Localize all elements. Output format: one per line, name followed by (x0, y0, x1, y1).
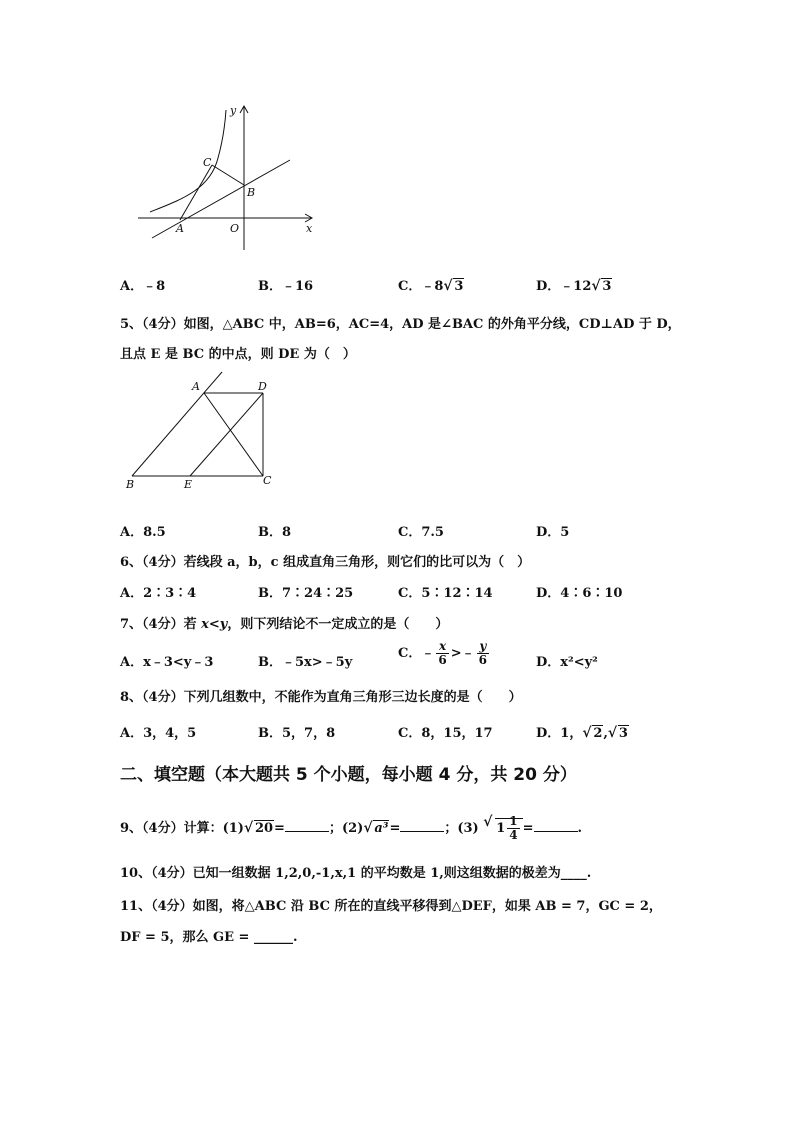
q6-option-a[interactable]: A．2∶3∶4 (120, 586, 197, 601)
q4-option-b[interactable]: B．﹣16 (258, 279, 314, 294)
fraction: $\frac{1}{4}$ (509, 814, 518, 842)
label-d: D (258, 380, 267, 393)
sqrt-symbol: √ 3 (591, 279, 612, 294)
fraction: $\frac{x}{6}$ (438, 639, 447, 667)
q6-stem: 6、（4分）若线段 a，b，c 组成直角三角形，则它们的比可以为（ ） (120, 555, 531, 570)
q5-option-d[interactable]: D．5 (536, 525, 570, 540)
q11-stem-line1: 11、（4分）如图，将△ABC 沿 BC 所在的直线平移得到△DEF，如果 AB = 7，GC = 2， (120, 899, 662, 914)
q9-stem: 9、（4分）计算：(1)√ 20= ；(2)√ a³= ；(3) √ 1 $\frac{1}{4}$ = . (120, 815, 582, 842)
segment-ac (204, 393, 263, 476)
answer-blank-1[interactable] (285, 819, 329, 832)
q4-option-c[interactable]: C．﹣8√ 3 (398, 275, 464, 294)
label-a: A (176, 222, 184, 235)
sqrt-symbol: √ a³ (363, 821, 389, 836)
q7-option-c[interactable]: C．﹣ $\frac{x}{6}$ >﹣ $\frac{y}{6}$ (398, 639, 487, 667)
hyperbola-curve (150, 110, 226, 212)
q5-option-b[interactable]: B．8 (258, 525, 292, 540)
segment-ac (180, 165, 212, 220)
label-a: A (192, 380, 200, 393)
sqrt-symbol: √ 20 (244, 821, 274, 836)
q4-option-d[interactable]: D．﹣12√ 3 (536, 275, 612, 294)
segment-cb (212, 165, 244, 185)
segment-ba-extended (132, 372, 222, 476)
q5-stem-line2: 且点 E 是 BC 的中点，则 DE 为（ ） (120, 347, 356, 362)
q6-option-c[interactable]: C．5∶12∶14 (398, 586, 493, 601)
q5-option-c[interactable]: C．7.5 (398, 525, 444, 540)
sqrt-symbol: √ 1 $\frac{1}{4}$ (483, 815, 522, 842)
segment-ed (190, 393, 263, 476)
q11-stem-line2: DF = 5，那么 GE = ______. (120, 930, 298, 945)
q8-option-c[interactable]: C．8，15，17 (398, 726, 493, 741)
label-b: B (247, 186, 256, 199)
sqrt-symbol: √ 3 (608, 726, 629, 741)
coordinate-figure (130, 100, 330, 260)
answer-blank-2[interactable] (400, 819, 444, 832)
q8-option-d[interactable]: D．1，√ 2,√ 3 (536, 722, 629, 741)
fraction: $\frac{y}{6}$ (478, 639, 487, 667)
label-e: E (184, 478, 193, 491)
q7-stem: 7、（4分）若 x<y，则下列结论不一定成立的是（ ） (120, 617, 449, 632)
q8-stem: 8、（4分）下列几组数中，不能作为直角三角形三边长度的是（ ） (120, 690, 522, 705)
q5-option-a[interactable]: A．8.5 (120, 525, 166, 540)
line-ab (152, 160, 290, 238)
sqrt-symbol: √ 2 (582, 726, 603, 741)
label-b: B (126, 478, 135, 491)
q8-option-a[interactable]: A．3，4，5 (120, 726, 197, 741)
q8-option-b[interactable]: B．5，7，8 (258, 726, 336, 741)
q7-option-a[interactable]: A．x﹣3<y﹣3 (120, 655, 214, 670)
label-o: O (230, 222, 240, 235)
q6-option-d[interactable]: D．4∶6∶10 (536, 586, 623, 601)
q4-option-a[interactable]: A．﹣8 (120, 279, 166, 294)
q10-stem: 10、（4分）已知一组数据 1,2,0,-1,x,1 的平均数是 1,则这组数据的极差为____. (120, 866, 592, 881)
label-c: C (263, 474, 272, 487)
sqrt-symbol: √ 3 (443, 279, 464, 294)
section-heading: 二、填空题（本大题共 5 个小题，每小题 4 分，共 20 分） (120, 765, 577, 785)
parallelogram-figure (120, 368, 290, 493)
answer-blank-3[interactable] (534, 819, 578, 832)
q5-stem-line1: 5、（4分）如图，△ABC 中，AB=6，AC=4，AD 是∠BAC 的外角平分线，CD⊥AD 于 D， (120, 317, 681, 332)
q7-option-b[interactable]: B．﹣5x>﹣5y (258, 655, 353, 670)
q6-option-b[interactable]: B．7∶24∶25 (258, 586, 354, 601)
label-y: y (230, 104, 237, 117)
label-x: x (306, 222, 313, 235)
q7-option-d[interactable]: D．x²<y² (536, 655, 598, 670)
label-c: C (203, 156, 212, 169)
